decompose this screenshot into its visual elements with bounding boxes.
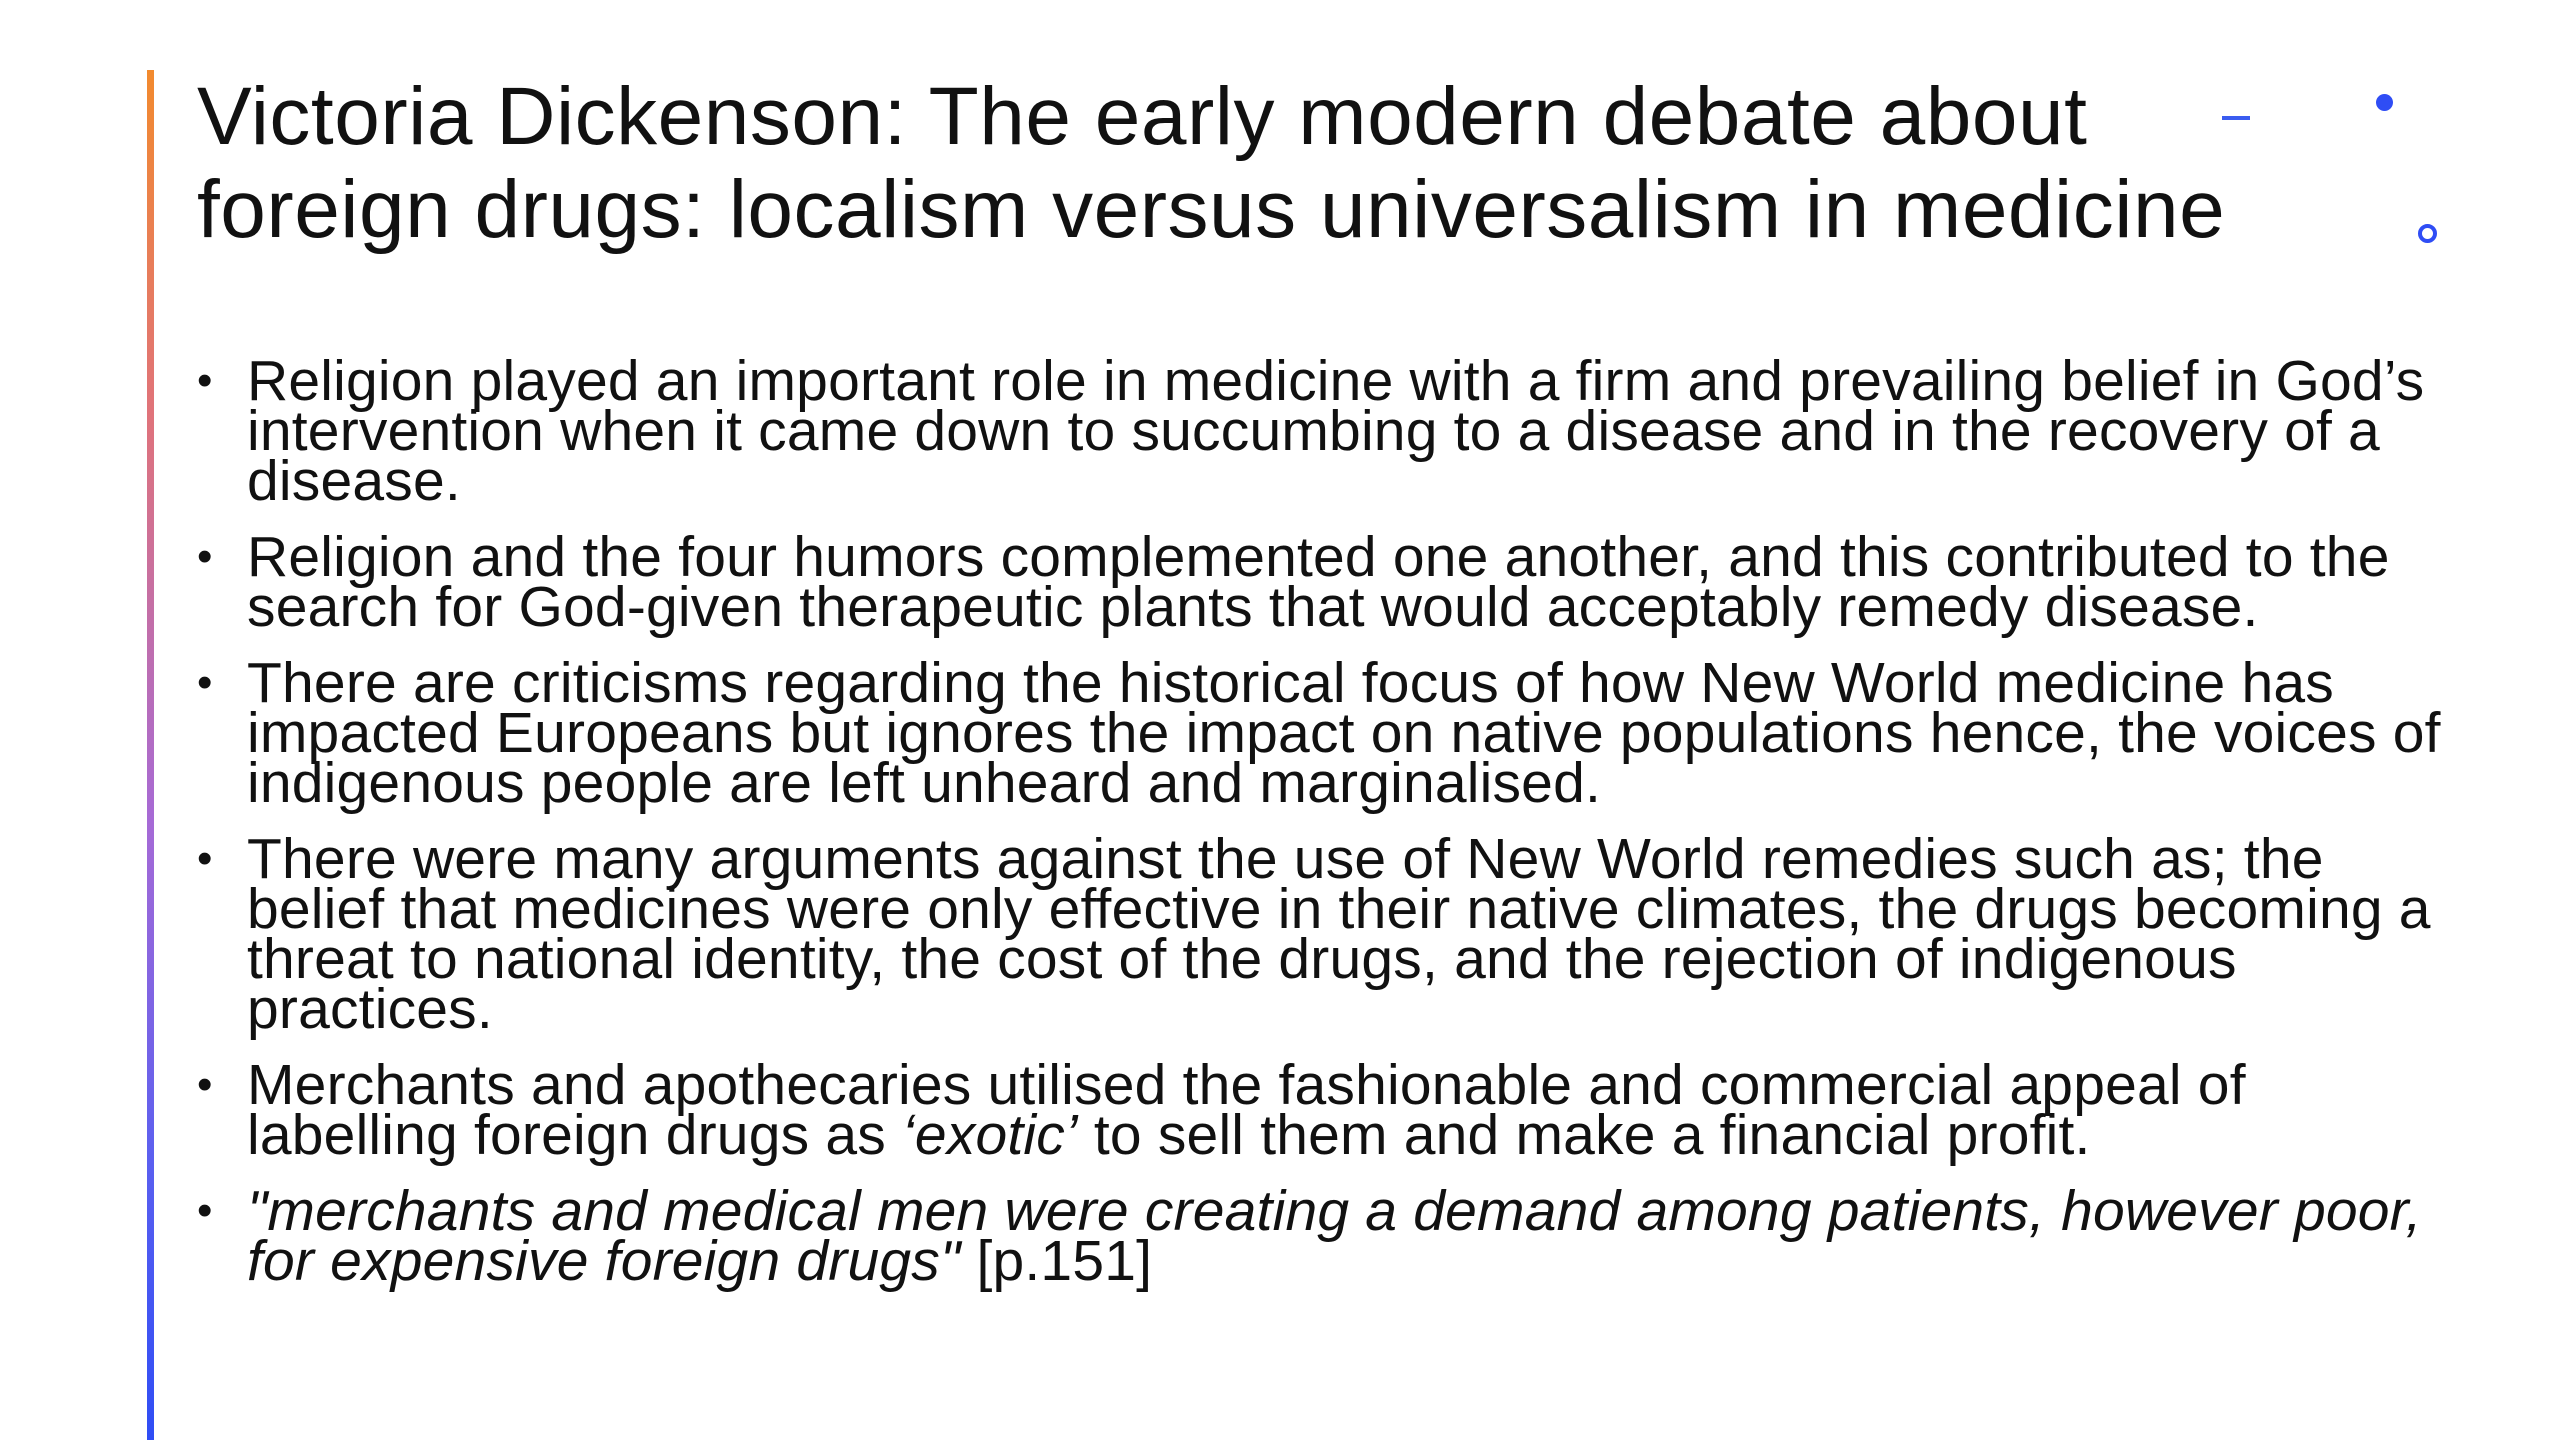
bullet-text: There are criticisms regarding the historical focus of how New World medicine has impacted Europeans but ignores the impact on native populations hence, the voices of indigenous people are left unheard and marginalised. [247, 651, 2441, 815]
bullet-text: There were many arguments against the use of New World remedies such as; the belief that medicines were only effective in their native climates, the drugs becoming a threat to national identity, the cost of the drugs, and the rejection of indigenous practices. [247, 827, 2431, 1041]
ring-dot-icon [2418, 224, 2437, 243]
bullet-text: Religion played an important role in medicine with a firm and prevailing belief in God’s intervention when it came down to succumbing to a disease and in the recovery of a disease. [247, 349, 2425, 513]
accent-bar [147, 70, 154, 1440]
bullet-item [197, 525, 2457, 639]
bullet-text-tail: to sell them and make a financial profit. [1077, 1103, 2091, 1167]
bullet-item [197, 651, 2457, 815]
bullet-item [197, 827, 2457, 1041]
bullet-text-emphasis: ‘exotic’ [901, 1103, 1078, 1167]
bullet-item-quote [197, 1179, 2457, 1293]
bullet-text-lead: Merchants and apothecaries utilised the fashionable and commercial appeal of labelling foreign drugs as [247, 1053, 2246, 1167]
bullet-item [197, 1053, 2457, 1167]
slide-title: Victoria Dickenson: The early modern debate about foreign drugs: localism versus universalism in medicine [197, 71, 2226, 255]
bullet-list [197, 349, 2457, 1312]
page-reference: [p.151] [960, 1229, 1153, 1293]
bullet-text: Religion and the four humors complemented one another, and this contributed to the search for God-given therapeutic plants that would acceptably remedy disease. [247, 525, 2390, 639]
cursor-dash-mark [2222, 116, 2250, 120]
filled-dot-icon [2376, 94, 2393, 111]
quote-text: "merchants and medical men were creating a demand among patients, however poor, for expensive foreign drugs" [247, 1179, 2422, 1293]
bullet-item [197, 349, 2457, 513]
